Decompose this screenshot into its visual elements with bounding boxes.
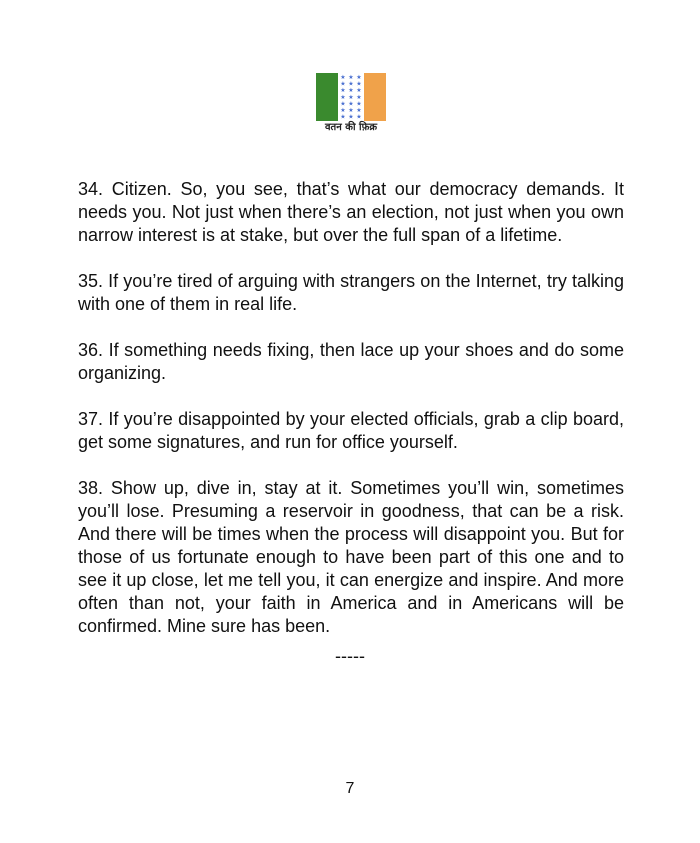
star-icon: ★: [340, 100, 346, 108]
star-icon: ★: [356, 87, 362, 95]
paragraph-36: 36. If something needs fixing, then lace up your shoes and do some organizing.: [78, 340, 624, 383]
page-number: 7: [345, 780, 355, 797]
star-icon: ★: [348, 100, 354, 108]
star-icon: ★: [348, 74, 354, 81]
paragraph-37: 37. If you’re disappointed by your elected officials, grab a clip board, get some signatures, and run for office yourself.: [78, 409, 624, 452]
star-icon: ★: [356, 80, 362, 88]
star-icon: ★: [340, 80, 346, 88]
star-icon: ★: [340, 93, 346, 101]
star-icon: ★: [340, 74, 346, 81]
star-icon: ★: [356, 100, 362, 108]
star-icon: ★: [340, 113, 346, 121]
star-icon: ★: [348, 93, 354, 101]
star-icon: ★: [348, 87, 354, 95]
star-icon: ★: [356, 113, 362, 121]
section-separator: -----: [335, 646, 365, 666]
logo-caption: वतन की फ़िक्र: [324, 122, 378, 133]
star-icon: ★: [348, 113, 354, 121]
star-icon: ★: [356, 107, 362, 114]
paragraph-35: 35. If you’re tired of arguing with strangers on the Internet, try talking with one of them in real life.: [78, 271, 624, 314]
flag-icon: [316, 73, 386, 121]
paragraph-38: 38. Show up, dive in, stay at it. Sometimes you’ll win, sometimes you’ll lose. Presuming a reservoir in goodness, that can be a risk. And there will be times when the process will disappoint you. But for those of us fortunate enough to have been part of this one and to see it up close, let me tell you, it can energize and inspire. And more often than not, your faith in America and in Americans will be confirmed. Mine sure has been.: [78, 478, 624, 636]
star-icon: ★: [356, 93, 362, 101]
paragraph-34: 34. Citizen. So, you see, that’s what our democracy demands. It needs you. Not just when there’s an election, not just when you own narrow interest is at stake, but over the full span of a lifetime.: [78, 179, 624, 245]
star-icon: ★: [340, 87, 346, 95]
star-icon: ★: [340, 107, 346, 114]
star-icon: ★: [348, 80, 354, 88]
star-icon: ★: [348, 107, 354, 114]
star-icon: ★: [356, 74, 362, 81]
logo: [316, 73, 386, 135]
document-body: [78, 178, 624, 661]
